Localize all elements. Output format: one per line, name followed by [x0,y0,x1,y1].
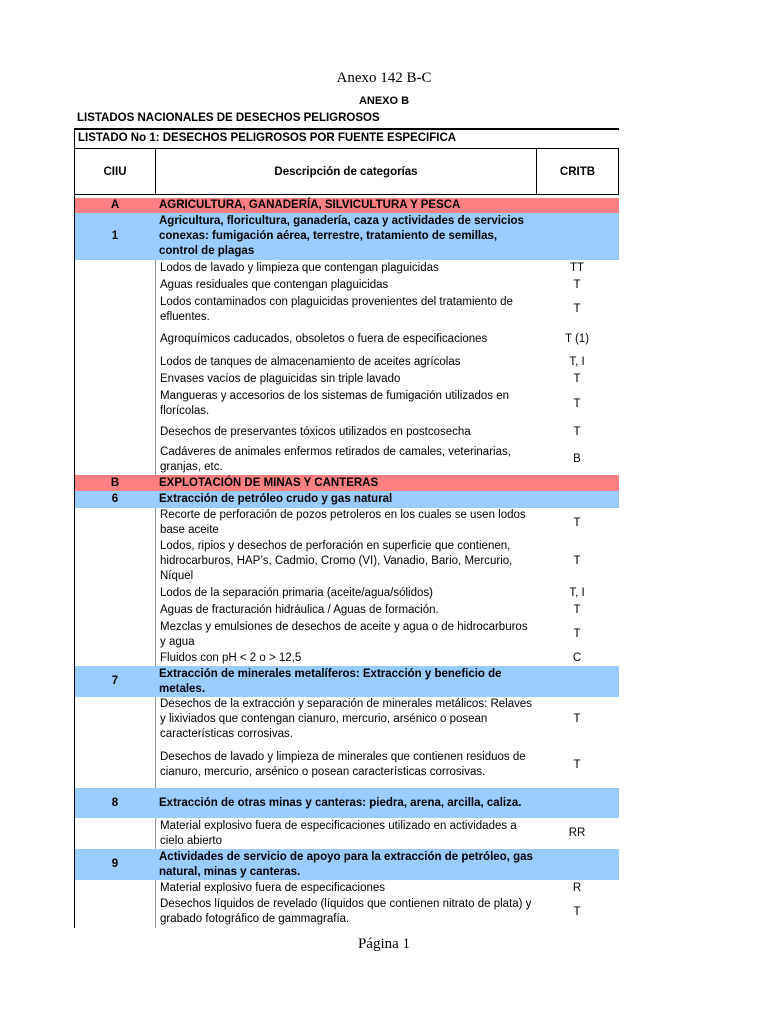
description-cell: Fluidos con pH < 2 o > 12,5 [155,650,535,666]
critb-cell: T [573,713,581,725]
ciiu-cell [75,584,155,602]
critb-cell: T [573,373,581,385]
listado-1-heading: LISTADO No 1: DESECHOS PELIGROSOS POR FUENTE ESPECIFICA [74,128,619,149]
critb-cell: R [572,881,582,894]
critb-cell [535,475,619,491]
table-row [74,277,619,294]
description-cell: Mezclas y emulsiones de desechos de aceite y agua o de hidrocarburos y agua [155,619,535,650]
critb-cell [535,213,619,260]
critb-cell: T (1) [564,333,590,345]
description-cell: Lodos, ripios y desechos de perforación en superficie que contienen, hidrocarburos, HAP’s, Cadmio, Cromo (VI), Vanadio, Bario, Mercurio, Níquel [155,538,535,584]
ciiu-cell [75,294,155,325]
ciiu-cell: 9 [111,858,119,870]
description-cell: Actividades de servicio de apoyo para la extracción de petróleo, gas natural, minas y canteras. [159,850,533,878]
description-cell: Extracción de minerales metalíferos: Extracción y beneficio de metales. [159,667,502,695]
ciiu-cell [75,880,155,896]
table-row [74,354,619,371]
category-row [74,849,619,880]
description-cell: Lodos de tanques de almacenamiento de aceites agrícolas [155,354,535,371]
table-row [74,880,619,896]
page-number: Página 1 [357,936,411,952]
description-cell: Recorte de perforación de pozos petroleros en los cuales se usen lodos base aceite [155,508,535,538]
critb-cell [535,849,619,880]
table-row [74,260,619,277]
category-row [74,666,619,697]
ciiu-cell [75,371,155,388]
table-row [74,584,619,602]
critb-cell [535,198,619,213]
ciiu-cell [75,420,155,444]
ciiu-cell: 8 [111,796,119,809]
ciiu-cell [75,277,155,294]
table-row [74,818,619,849]
table-row [74,650,619,666]
description-cell: Lodos de la separación primaria (aceite/agua/sólidos) [155,584,535,602]
category-row [74,491,619,508]
description-cell: Agroquímicos caducados, obsoletos o fuera de especificaciones [155,325,535,354]
table-row [74,388,619,420]
critb-cell: B [573,453,581,465]
critb-cell: T [573,425,581,438]
ciiu-cell [75,444,155,475]
table-row [74,420,619,444]
table-header [74,149,619,195]
critb-cell: T [573,303,581,315]
critb-cell: TT [569,262,585,274]
header-description: Descripción de categorías [156,149,537,194]
table-body [74,198,619,928]
description-cell: Desechos de preservantes tóxicos utilizados en postcosecha [155,420,535,444]
description-cell: Extracción de otras minas y canteras: piedra, arena, arcilla, caliza. [159,796,522,809]
ciiu-cell [75,619,155,650]
ciiu-cell [75,602,155,619]
table-row [74,444,619,475]
critb-cell: T [573,279,581,291]
description-cell: Lodos contaminados con plaguicidas provenientes del tratamiento de efluentes. [155,294,535,325]
ciiu-cell [75,508,155,538]
section-row [74,475,619,491]
critb-cell: C [572,651,582,664]
category-row [74,213,619,260]
table-row [74,697,619,742]
description-cell: Desechos de la extracción y separación de minerales metálicos: Relaves y lixiviados que contengan cianuro, mercurio, arsénico o posean características corrosivas. [155,697,535,742]
table-row [74,508,619,538]
ciiu-cell: B [110,476,120,489]
description-cell: Lodos de lavado y limpieza que contengan plaguicidas [155,260,535,277]
description-cell: Aguas de fracturación hidráulica / Aguas de formación. [155,602,535,619]
critb-cell: T [573,905,581,918]
ciiu-cell [75,388,155,420]
ciiu-cell [75,697,155,742]
description-cell: Agricultura, floricultura, ganadería, caza y actividades de servicios conexas: fumigación aérea, terrestre, tratamiento de semillas, control de plagas [159,215,524,257]
document-title: Anexo 142 B-C [336,70,432,86]
description-cell: Envases vacíos de plaguicidas sin triple lavado [155,371,535,388]
table-row [74,371,619,388]
description-cell: Material explosivo fuera de especificaciones [155,880,535,896]
ciiu-cell [75,818,155,849]
table-row [74,294,619,325]
description-cell: Cadáveres de animales enfermos retirados de camales, veterinarias, granjas, etc. [155,444,535,475]
ciiu-cell: 1 [111,230,119,242]
ciiu-cell [75,538,155,584]
section-row [74,198,619,213]
ciiu-cell: 7 [111,675,119,687]
table-row [74,742,619,788]
critb-cell: T [573,397,581,410]
description-cell: Material explosivo fuera de especificaciones utilizado en actividades a cielo abierto [155,818,535,849]
critb-cell: T [573,516,581,529]
critb-cell [535,666,619,697]
table-row [74,538,619,584]
critb-cell: T [573,554,581,567]
critb-cell [535,491,619,508]
description-cell: EXPLOTACIÓN DE MINAS Y CANTERAS [159,476,379,489]
ciiu-cell: 6 [111,493,119,505]
critb-cell: T [573,758,581,771]
waste-table [74,128,619,928]
ciiu-cell [75,260,155,277]
ciiu-cell [75,325,155,354]
description-cell: Aguas residuales que contengan plaguicidas [155,277,535,294]
category-row [74,788,619,818]
table-row [74,896,619,928]
description-cell: Desechos de lavado y limpieza de minerales que contienen residuos de cianuro, mercurio, arsénico o posean características corrosivas. [155,742,535,788]
listados-heading: LISTADOS NACIONALES DE DESECHOS PELIGROSOS [77,112,380,124]
ciiu-cell [75,354,155,371]
table-row [74,619,619,650]
critb-cell: T [573,604,581,616]
ciiu-cell: A [110,199,120,211]
description-cell: Extracción de petróleo crudo y gas natural [159,493,393,505]
critb-cell: T [573,628,581,640]
header-critb: CRITB [559,165,596,178]
table-row [74,602,619,619]
description-cell: Mangueras y accesorios de los sistemas de fumigación utilizados en florícolas. [155,388,535,420]
ciiu-cell [75,650,155,666]
annex-heading: ANEXO B [358,95,410,107]
description-cell: AGRICULTURA, GANADERÍA, SILVICULTURA Y PESCA [159,199,461,211]
description-cell: Desechos líquidos de revelado (líquidos que contienen nitrato de plata) y grabado fotográfico de gammagrafía. [155,896,535,928]
critb-cell: RR [568,827,586,839]
critb-cell [535,788,619,818]
critb-cell: T, I [569,586,585,599]
ciiu-cell [75,896,155,928]
header-ciiu: CIIU [75,149,156,194]
ciiu-cell [75,742,155,788]
critb-cell: T, I [569,356,585,368]
table-row [74,325,619,354]
